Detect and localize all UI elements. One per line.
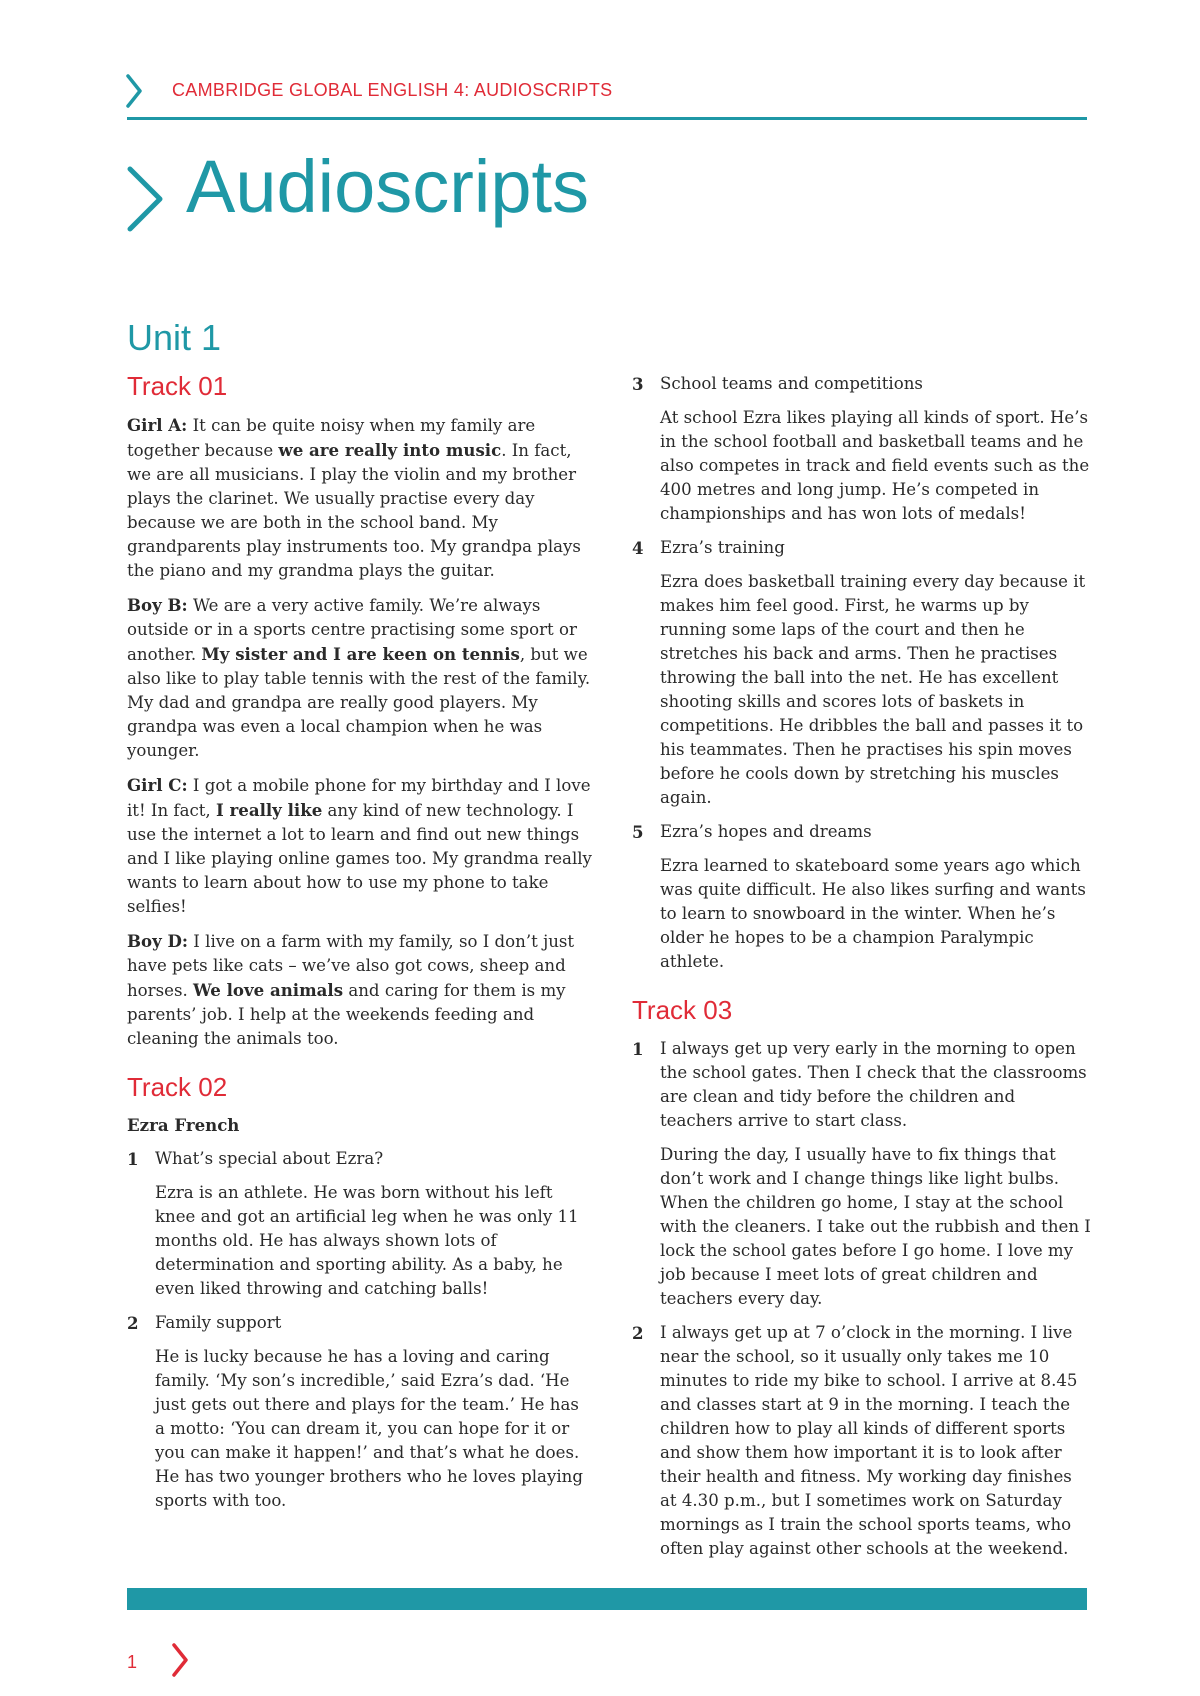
track-03-heading: Track 03 (632, 995, 733, 1025)
list-item (632, 1321, 1092, 1561)
list-item-heading (632, 820, 1092, 844)
list-item-title: Ezra’s training (660, 538, 785, 557)
dialogue-text: . In fact, we are all musicians. I play the violin and my brother plays the clarinet. We usually practise every day because we are both in the school band. My grandparents play instruments too. My grandpa plays the piano and my grandma plays the guitar. (127, 440, 581, 580)
dialogue-text: , but we also like to play table tennis with the rest of the family. My dad and grandpa are really good players. My grandpa was even a local champion when he was younger. (127, 644, 591, 760)
header-chevron-icon (124, 73, 144, 109)
list-item-number: 1 (127, 1149, 139, 1170)
highlighted-phrase: My sister and I are keen on tennis (201, 643, 520, 664)
dialogue-paragraph (127, 929, 592, 1051)
page-title: Audioscripts (186, 145, 590, 228)
speaker-label: Girl C: (127, 774, 188, 795)
next-page-chevron-icon[interactable] (170, 1642, 190, 1678)
list-item-body: Ezra learned to skateboard some years ago which was quite difficult. He also likes surfing and wants to learn to snowboard in the winter. When he’s older he hopes to be a champion Paralympic athlete. (660, 856, 1086, 971)
dialogue-text: I got a mobile phone for my birthday and I love it! In fact, (127, 775, 591, 820)
list-item-text: I always get up at 7 o’clock in the morning. I live near the school, so it usually only takes me 10 minutes to ride my bike to school. I arrive at 8.45 and classes start at 9 in the morning. I teach the children how to play all kinds of different sports and show them how important it is to look after their health and fitness. My working day finishes at 4.30 p.m., but I sometimes work on Saturday mornings as I train the school sports teams, who often play against other schools at the weekend. (660, 1322, 1078, 1558)
speaker-label: Boy D: (127, 930, 189, 951)
page-number: 1 (127, 1652, 138, 1672)
list-item-number: 2 (127, 1313, 139, 1334)
right-column (632, 372, 1092, 1571)
unit-heading: Unit 1 (127, 317, 222, 358)
list-item (632, 1037, 1092, 1133)
list-item-body: Ezra is an athlete. He was born without his left knee and got an artificial leg when he was only 11 months old. He has always shown lots of determination and sporting ability. As a baby, he even liked throwing and catching balls! (155, 1183, 579, 1299)
highlighted-phrase: we are really into music (278, 439, 502, 460)
track-02-heading: Track 02 (127, 1071, 228, 1102)
list-item-text: I always get up very early in the morning to open the school gates. Then I check that the classrooms are clean and tidy before the children and teachers arrive to start class. (660, 1038, 1087, 1130)
list-item-title: School teams and competitions (660, 374, 923, 393)
dialogue-text: I live on a farm with my family, so I don’t just have pets like cats – we’ve also got cows, sheep and horses. (127, 931, 575, 1000)
list-item-number: 3 (632, 374, 644, 394)
list-item-heading (632, 536, 1092, 560)
dialogue-text: and caring for them is my parents’ job. I help at the weekends feeding and cleaning the animals too. (127, 980, 566, 1048)
track-02-subtitle: Ezra French (127, 1115, 240, 1136)
header-divider (127, 117, 1087, 120)
list-item-heading (127, 1147, 592, 1171)
list-item-body: Ezra does basketball training every day because it makes him feel good. First, he warms up by running some laps of the court and then he stretches his back and arms. Then he practises throwing the ball into the net. He has excellent shooting skills and scores lots of baskets in competitions. He dribbles the ball and passes it to his teammates. Then he practises his spin moves before he cools down by stretching his muscles again. (660, 572, 1086, 807)
list-item-heading (632, 372, 1092, 396)
speaker-label: Boy B: (127, 594, 188, 615)
list-item-title: Ezra’s hopes and dreams (660, 822, 872, 841)
list-item-heading (127, 1311, 592, 1335)
list-item-number: 5 (632, 822, 644, 842)
highlighted-phrase: We love animals (193, 979, 344, 1000)
running-header: CAMBRIDGE GLOBAL ENGLISH 4: AUDIOSCRIPTS (172, 80, 613, 100)
footer-bar (127, 1588, 1087, 1610)
dialogue-text: We are a very active family. We’re always outside or in a sports centre practising some sport or another. (127, 595, 577, 664)
list-item-title: What’s special about Ezra? (155, 1149, 384, 1169)
speaker-label: Girl A: (127, 414, 188, 435)
list-item-number: 2 (632, 1322, 644, 1343)
dialogue-text: any kind of new technology. I use the internet a lot to learn and find out new things and I like playing online games too. My grandma really wants to learn about how to use my phone to take selfies! (127, 800, 592, 916)
dialogue-paragraph (127, 773, 592, 919)
list-item-number: 1 (632, 1038, 644, 1059)
list-item-body: At school Ezra likes playing all kinds of sport. He’s in the school football and basketball teams and he also competes in track and field events such as the 400 metres and long jump. He’s competed in championships and has won lots of medals! (660, 408, 1090, 523)
dialogue-paragraph (127, 413, 592, 583)
left-column (127, 317, 592, 1523)
highlighted-phrase: I really like (215, 799, 323, 820)
list-item-body: During the day, I usually have to fix things that don’t work and I change things like light bulbs. When the children go home, I stay at the school with the cleaners. I take out the rubbish and then I lock the school gates before I go home. I love my job because I meet lots of great children and teachers every day. (660, 1144, 1091, 1308)
dialogue-text: It can be quite noisy when my family are together because (127, 415, 536, 460)
list-item-title: Family support (155, 1313, 282, 1333)
title-chevron-icon (124, 165, 168, 233)
dialogue-paragraph (127, 593, 592, 763)
track-01-heading: Track 01 (127, 371, 228, 401)
list-item-number: 4 (632, 538, 644, 558)
list-item-body: He is lucky because he has a loving and caring family. ‘My son’s incredible,’ said Ezra’s dad. ‘He just gets out there and plays for the team.’ He has a motto: ‘You can dream it, you can hope for it or you can make it happen!’ and that’s what he does. He has two younger brothers who he loves playing sports with too. (155, 1347, 583, 1511)
